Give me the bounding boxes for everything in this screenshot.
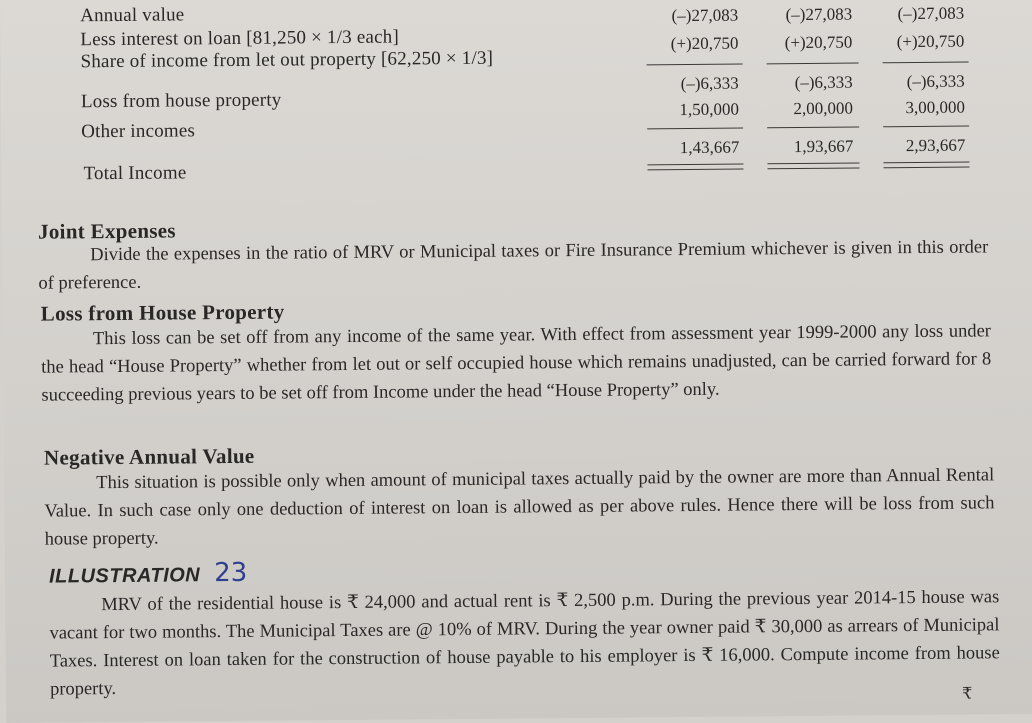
col1-share: (+)20,750	[670, 33, 739, 54]
row-annual-value-label: Annual value	[80, 4, 185, 27]
col3-rule-2	[883, 126, 969, 128]
col2-rule	[767, 63, 859, 65]
col2-rule-2	[767, 127, 859, 129]
handwritten-number: 23	[214, 557, 248, 589]
col2-interest: (–)27,083	[785, 4, 853, 25]
col3-double-rule	[883, 162, 969, 169]
col3-other: 3,00,000	[905, 97, 966, 118]
col1-total: 1,43,667	[679, 137, 740, 158]
col2-share: (+)20,750	[784, 32, 853, 53]
col2-other: 2,00,000	[793, 98, 854, 119]
illustration-heading: ILLUSTRATION	[48, 564, 201, 588]
col3-share: (+)20,750	[896, 31, 965, 52]
loss-section-heading: Loss from House Property	[40, 299, 285, 326]
row-interest-label: Less interest on loan [81,250 × 1/3 each]	[80, 26, 400, 51]
col3-interest: (–)27,083	[897, 3, 965, 24]
col2-double-rule	[767, 163, 859, 170]
col3-rule	[883, 62, 969, 64]
col1-interest: (–)27,083	[671, 5, 739, 26]
col1-rule-2	[647, 128, 743, 130]
col1-loss: (–)6,333	[680, 73, 739, 94]
negative-value-heading: Negative Annual Value	[43, 443, 255, 470]
rupee-symbol: ₹	[962, 685, 973, 703]
illustration-text: MRV of the residential house is ₹ 24,000 and actual rent is ₹ 2,500 p.m. During the previous year 2014-15 house was vacant for two months. The Municipal Taxes are @ 10% of MRV. During the year owner paid ₹ 30,000 as arrears of Municipal Taxes. Interest on loan taken for the construction of house payable to his employer is ₹ 16,000. Compute income from house property.	[49, 587, 1000, 700]
col3-loss: (–)6,333	[906, 71, 965, 92]
row-other-label: Other incomes	[81, 120, 196, 143]
loss-section-text: This loss can be set off from any income of the same year. With effect from assessment year 1999-2000 any loss under the head “House Property” whether from let out or self occupied house which remains unadjusted, can be carried forward for 8 succeeding previous years to be set off from Income under the head “House Property” only.	[41, 321, 992, 406]
row-total-label: Total Income	[83, 162, 187, 185]
col1-double-rule	[647, 164, 743, 171]
col1-other: 1,50,000	[679, 99, 740, 120]
joint-expenses-text: Divide the expenses in the ratio of MRV or Municipal taxes or Fire Insurance Premium whichever is given in this order of preference.	[38, 237, 989, 294]
illustration-header	[49, 558, 248, 590]
negative-value-text: This situation is possible only when amount of municipal taxes actually paid by the owner are more than Annual Rental Value. In such case only one deduction of interest on loan is allowed as per above rules. Hence there will be loss from such house property.	[44, 465, 995, 550]
joint-expenses-heading: Joint Expenses	[37, 218, 176, 244]
row-loss-label: Loss from house property	[80, 89, 282, 113]
col3-total: 2,93,667	[905, 135, 966, 156]
col2-loss: (–)6,333	[794, 72, 853, 93]
col2-total: 1,93,667	[793, 136, 854, 157]
row-share-label: Share of income from let out property [62,250 × 1/3]	[80, 47, 494, 73]
col1-rule	[647, 64, 743, 66]
